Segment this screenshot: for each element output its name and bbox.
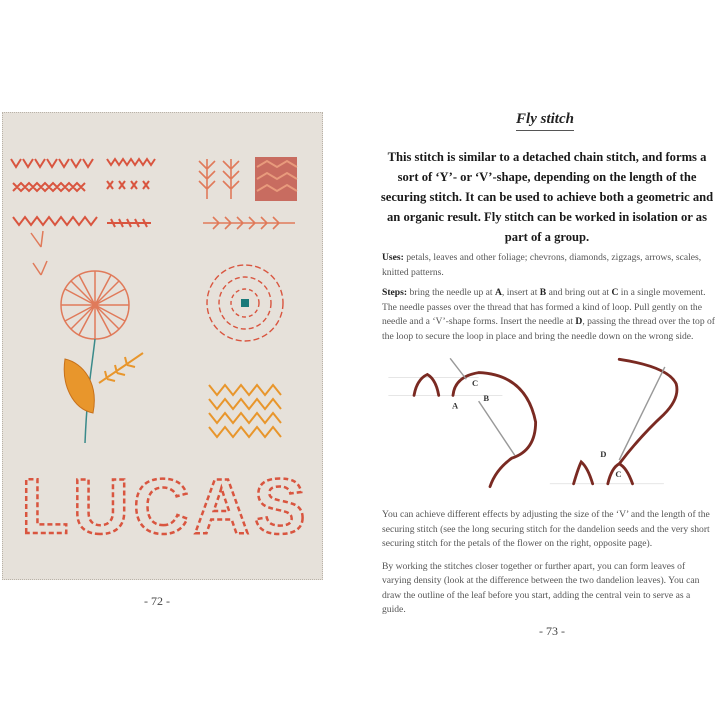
page-number-right: - 73 -	[539, 623, 565, 638]
point-label: C	[611, 287, 619, 298]
point-label: D	[575, 316, 583, 327]
diagram-label-c: C	[471, 377, 479, 388]
steps-text: , insert at	[501, 287, 540, 298]
page-number-left: - 72 -	[144, 594, 170, 608]
steps-label: Steps:	[382, 287, 408, 298]
uses-text: petals, leaves and other foliage; chevrons, diamonds, zigzags, arrows, scales, knitted patterns.	[382, 252, 702, 278]
effects-paragraph: You can achieve different effects by adjusting the size of the ‘V’ and the length of the securing stitch (see the long securing stitch for the dandelion seeds and the very short securing stitch for the petals of the flower on the right, opposite page).	[382, 509, 710, 549]
diagram-label-d: D	[600, 449, 607, 460]
diagram-label-c2: C	[615, 469, 622, 480]
diagram-label-a: A	[452, 400, 459, 411]
diagram-label-b: B	[483, 393, 490, 404]
page-title: Fly stitch	[516, 111, 574, 131]
point-label: A	[494, 287, 502, 298]
uses-paragraph	[378, 251, 716, 280]
uses-label: Uses:	[382, 252, 404, 263]
embroidered-lettering: LUCAS	[21, 462, 310, 550]
embroidery-illustration	[3, 113, 324, 581]
right-page-column	[378, 147, 716, 639]
steps-text: and bring out at	[546, 287, 612, 298]
density-paragraph: By working the stitches closer together or further apart, you can form leaves of varying density (look at the difference between the two dandelion leaves). You can draw the outline of the leaf before you start, adding the central vein to serve as a guide.	[382, 560, 700, 615]
fly-stitch-diagram	[375, 346, 720, 498]
steps-text: in a single movement. The needle passes over the thread that has formed a kind of loop. Pull gently on the needle and a ‘V’-shape forms. Insert the needle at	[382, 287, 706, 327]
steps-text: , passing the thread over the top of the loop to secure the loop in place and bring the needle down on the wrong side.	[382, 316, 716, 342]
lead-paragraph: This stitch is similar to a detached chain stitch, and forms a sort of ‘Y’- or ‘V’-shape, depending on the length of the securing stitch. It can be used to achieve both a geometric and an organic result. Fly stitch can be worked in isolation or as part of a group.	[380, 150, 714, 244]
steps-text: bring the needle up at	[407, 287, 495, 298]
embroidery-photo	[2, 112, 323, 580]
steps-paragraph	[378, 286, 716, 344]
point-label: B	[539, 287, 547, 298]
